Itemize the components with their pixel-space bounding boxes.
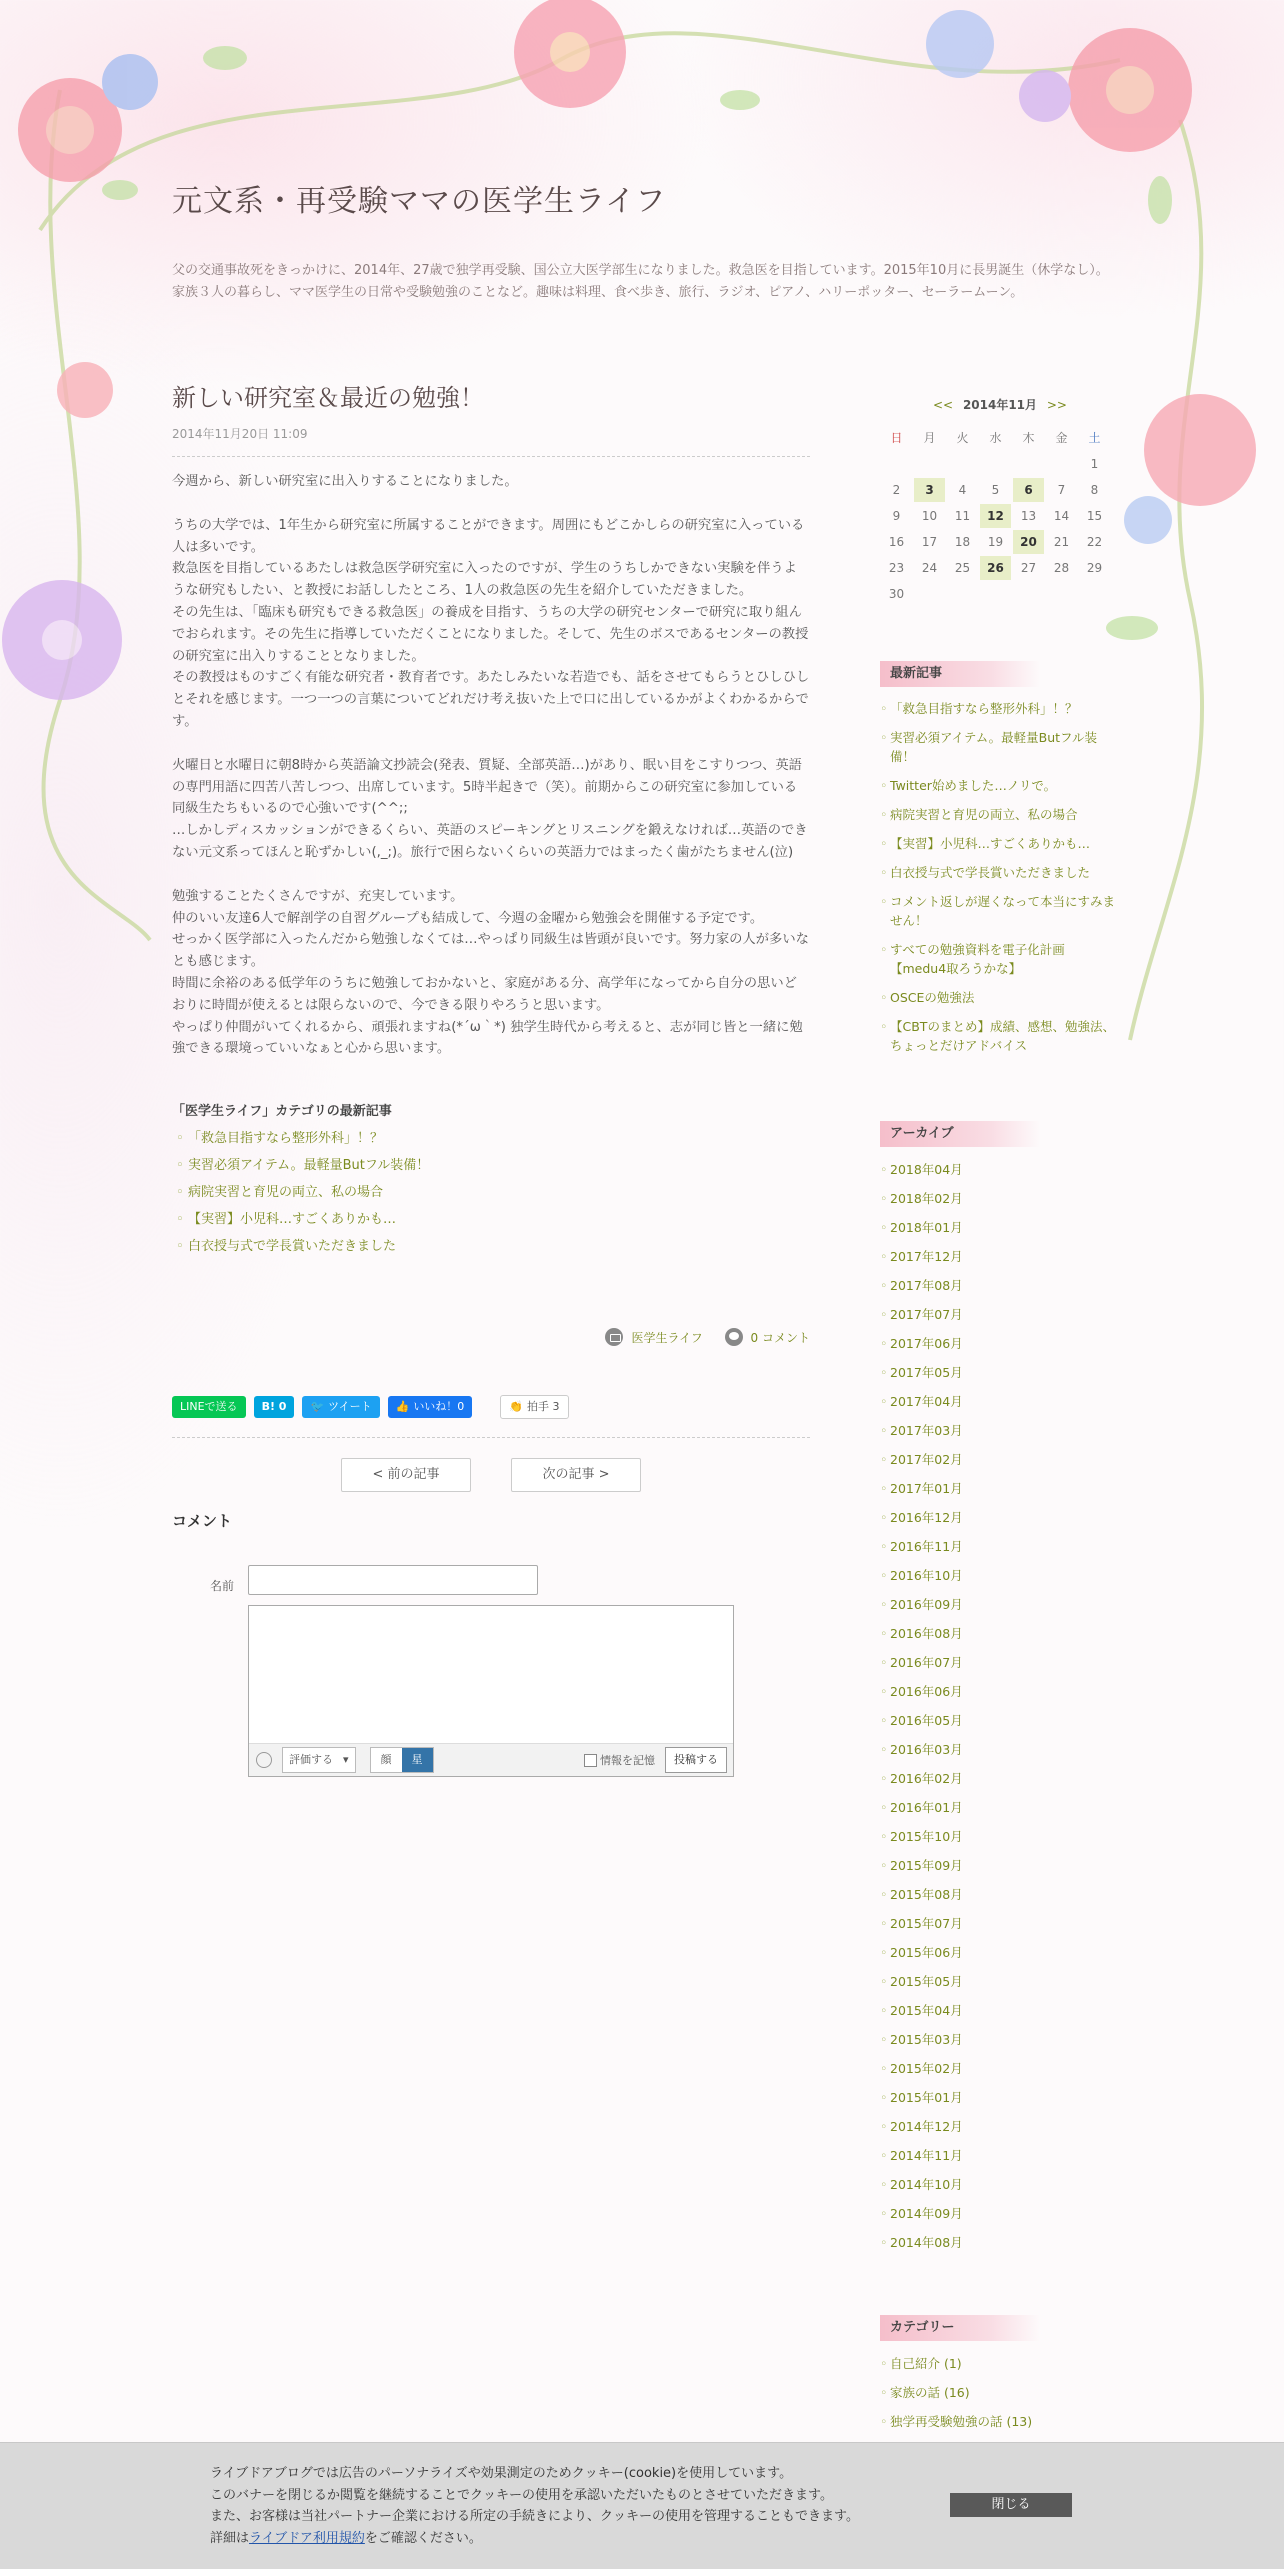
archive-item[interactable] xyxy=(880,1967,1120,1996)
archive-item-link[interactable]: 2016年09月 xyxy=(890,1597,963,1612)
twitter-bird-icon: 🐦 xyxy=(310,1400,325,1414)
category-item[interactable] xyxy=(880,2349,1120,2378)
recent-post-item[interactable] xyxy=(880,888,1120,936)
blog-header xyxy=(172,176,1112,304)
archive-item-link[interactable]: 2015年05月 xyxy=(890,1974,963,1989)
archive-list xyxy=(880,1155,1120,2257)
prev-article-button[interactable]: < 前の記事 xyxy=(341,1458,471,1492)
calendar-weekday: 月 xyxy=(923,431,936,445)
recent-posts-title: 最新記事 xyxy=(880,661,1040,687)
archive-item-link[interactable]: 2017年08月 xyxy=(890,1278,963,1293)
calendar-day: 8 xyxy=(1090,483,1099,497)
archive-item-link[interactable]: 2015年03月 xyxy=(890,2032,963,2047)
related-item-link[interactable]: 病院実習と育児の両立、私の場合 xyxy=(188,1185,384,1201)
cookie-banner xyxy=(0,2442,1284,2569)
archive-item[interactable] xyxy=(880,1822,1120,1851)
related-articles xyxy=(172,1100,810,1260)
recent-post-item-link[interactable]: 実習必須アイテム。最軽量Butフル装備！ xyxy=(890,730,1098,764)
article-date: 2014年11月20日 11:09 xyxy=(172,425,810,457)
calendar-weekday: 日 xyxy=(890,431,903,445)
archive-item-link[interactable]: 2015年07月 xyxy=(890,1916,963,1931)
hatena-bookmark-button[interactable]: B! 0 xyxy=(254,1396,295,1418)
calendar-day xyxy=(1079,582,1110,606)
recent-post-item-link[interactable]: コメント返しが遅くなって本当にすみません！ xyxy=(890,894,1116,928)
archive-item[interactable] xyxy=(880,1242,1120,1271)
checkbox-icon xyxy=(584,1754,597,1767)
calendar-day xyxy=(1046,452,1077,476)
cookie-line: また、お客様は当社パートナー企業における所定の手続きにより、クッキーの使用を管理することもできます。 xyxy=(210,2509,859,2524)
article-footer xyxy=(172,1328,810,1349)
clap-label: 拍手 3 xyxy=(527,1400,560,1414)
related-list xyxy=(172,1125,810,1260)
calendar-day: 23 xyxy=(888,561,905,575)
article-paragraph: 火曜日と水曜日に朝8時から英語論文抄読会(発表、質疑、全部英語…)があり、眠い目をこすりつつ、英語の専門用語に四苦八苦しつつ、出席しています。5時半起きで（笑）。前期からこの研究室に参加している同級生たちもいるので心強いです(^^;; …しかしディスカッションができるくらい、英語のスピーキングとリスニングを鍛えなければ…英語のできない元文系ってほんと恥ずかしい(,_;)。旅行で困らないくらいの英語力ではまったく歯がたちません(泣) xyxy=(172,757,808,860)
calendar-day: 28 xyxy=(1053,561,1070,575)
archive-item[interactable] xyxy=(880,1445,1120,1474)
related-item[interactable] xyxy=(172,1152,810,1179)
archive-item-link[interactable]: 2016年12月 xyxy=(890,1510,963,1525)
archive-item[interactable] xyxy=(880,1706,1120,1735)
cookie-line: このバナーを閉じるか閲覧を継続することでクッキーの使用を承認いただいたものとさせていただきます。 xyxy=(210,2487,833,2503)
calendar-week xyxy=(880,451,1120,477)
recent-post-item-link[interactable]: 病院実習と育児の両立、私の場合 xyxy=(890,807,1078,822)
recent-post-item[interactable] xyxy=(880,695,1120,724)
like-label: いいね！0 xyxy=(413,1400,465,1414)
archive-item-link[interactable]: 2017年06月 xyxy=(890,1336,963,1351)
cookie-close-button[interactable]: 閉じる xyxy=(950,2493,1072,2517)
article-paragraph: 勉強することたくさんですが、充実しています。 仲のいい友達6人で解剖学の自習グループも結成して、今週の金曜から勉強会を開催する予定です。 せっかく医学部に入ったんだから勉強しなくては…やっぱり同級生は皆頭が良いです。努力家の人が多いなとも感じます。 時間に余裕のある低学年のうちに勉強しておかないと、家庭がある分、高学年になってから自分の思いどおりに時間が使えるとは限らないので、今できる限りやろうと思います。 やっぱり仲間がいてくれるから、頑張れますね(*´ω｀*) 独学生時代から考えると、志が同じ皆と一緒に勉強できる環境っていいなぁと心から思います。 xyxy=(172,888,809,1057)
article-paragraph: 今週から、新しい研究室に出入りすることになりました。 xyxy=(172,474,518,489)
related-title: 「医学生ライフ」カテゴリの最新記事 xyxy=(172,1104,392,1120)
comment-toolbar xyxy=(249,1743,733,1776)
calendar-day: 24 xyxy=(921,561,938,575)
archive-item[interactable] xyxy=(880,2199,1120,2228)
archive-item-link[interactable]: 2015年04月 xyxy=(890,2003,963,2018)
archive-item-link[interactable]: 2016年06月 xyxy=(890,1684,963,1699)
name-label: 名前 xyxy=(210,1579,235,1594)
recent-post-item-link[interactable]: 白衣授与式で学長賞いただきました xyxy=(890,865,1091,880)
calendar-weekday: 金 xyxy=(1055,431,1068,445)
related-item[interactable] xyxy=(172,1206,810,1233)
calendar-day: 15 xyxy=(1086,509,1103,523)
archive-item[interactable] xyxy=(880,1909,1120,1938)
archive-item[interactable] xyxy=(880,1677,1120,1706)
calendar-day: 21 xyxy=(1053,535,1070,549)
archive-item[interactable] xyxy=(880,1474,1120,1503)
archive-item[interactable] xyxy=(880,1590,1120,1619)
rating-label: 評価する xyxy=(289,1753,333,1767)
calendar-weekday: 火 xyxy=(956,431,969,445)
calendar-header xyxy=(880,396,1120,413)
folder-icon xyxy=(605,1328,623,1346)
category-item-link[interactable]: 独学再受験勉強の話 (13) xyxy=(890,2414,1033,2429)
archive-item-link[interactable]: 2014年11月 xyxy=(890,2148,963,2163)
archive-item-link[interactable]: 2016年02月 xyxy=(890,1771,963,1786)
archive-item[interactable] xyxy=(880,2112,1120,2141)
category-item[interactable] xyxy=(880,2378,1120,2407)
thumbs-up-icon: 👍 xyxy=(395,1400,410,1414)
calendar-week xyxy=(880,477,1120,503)
comment-count-link[interactable]: 0 コメント xyxy=(750,1330,810,1345)
archive-item-link[interactable]: 2017年01月 xyxy=(890,1481,963,1496)
rating-select[interactable] xyxy=(282,1747,356,1773)
recent-post-item[interactable] xyxy=(880,936,1120,984)
calendar-week xyxy=(880,581,1120,607)
archive-item[interactable] xyxy=(880,2025,1120,2054)
clap-button[interactable] xyxy=(500,1395,568,1419)
recent-posts-list xyxy=(880,695,1120,1061)
recent-post-item[interactable] xyxy=(880,1013,1120,1061)
archive-item[interactable] xyxy=(880,1764,1120,1793)
submit-comment-button[interactable]: 投稿する xyxy=(665,1747,727,1773)
share-buttons xyxy=(172,1395,810,1438)
recent-post-item[interactable] xyxy=(880,984,1120,1013)
article-title[interactable]: 新しい研究室＆最近の勉強！ xyxy=(172,384,484,412)
related-item-link[interactable]: 白衣授与式で学長賞いただきました xyxy=(188,1239,397,1255)
related-item[interactable] xyxy=(172,1179,810,1206)
archive-item[interactable] xyxy=(880,1532,1120,1561)
archive-item-link[interactable]: 2015年02月 xyxy=(890,2061,963,2076)
archive-title: アーカイブ xyxy=(880,1121,1040,1147)
comment-box xyxy=(248,1605,734,1777)
star-toggle[interactable]: 星 xyxy=(402,1748,433,1772)
remember-label: 情報を記憶 xyxy=(600,1754,655,1768)
calendar-day: 13 xyxy=(1020,509,1037,523)
category-item-link[interactable]: 自己紹介 (1) xyxy=(890,2356,962,2371)
archive-item[interactable] xyxy=(880,1793,1120,1822)
recent-post-item[interactable] xyxy=(880,772,1120,801)
archive-item-link[interactable]: 2015年01月 xyxy=(890,2090,963,2105)
archive-item-link[interactable]: 2016年03月 xyxy=(890,1742,963,1757)
calendar-day: 22 xyxy=(1086,535,1103,549)
related-item[interactable] xyxy=(172,1233,810,1260)
related-item-link[interactable]: 「救急目指すなら整形外科」！？ xyxy=(188,1131,384,1147)
calendar-day xyxy=(947,582,978,606)
recent-post-item-link[interactable]: Twitter始めました…ノリで。 xyxy=(890,778,1057,793)
calendar-day: 18 xyxy=(954,535,971,549)
category-title: カテゴリー xyxy=(880,2315,1040,2341)
calendar xyxy=(880,396,1120,607)
comment-meta[interactable] xyxy=(725,1328,810,1346)
name-input[interactable] xyxy=(248,1565,538,1595)
comment-textarea[interactable] xyxy=(249,1606,733,1744)
recent-post-item-link[interactable]: 「救急目指すなら整形外科」！？ xyxy=(890,701,1078,716)
archive-item-link[interactable]: 2016年08月 xyxy=(890,1626,963,1641)
archive-item[interactable] xyxy=(880,1938,1120,1967)
calendar-month: 2014年11月 xyxy=(962,398,1038,412)
archive-item[interactable] xyxy=(880,2054,1120,2083)
rating-type-toggle xyxy=(370,1747,434,1773)
category-item-link[interactable]: 家族の話 (16) xyxy=(890,2385,970,2400)
archive-item-link[interactable]: 2015年10月 xyxy=(890,1829,963,1844)
archive-item-link[interactable]: 2014年12月 xyxy=(890,2119,963,2134)
archive-item-link[interactable]: 2018年02月 xyxy=(890,1191,963,1206)
recent-post-item[interactable] xyxy=(880,859,1120,888)
calendar-week xyxy=(880,503,1120,529)
archive-item[interactable] xyxy=(880,1851,1120,1880)
calendar-day: 4 xyxy=(958,483,967,497)
calendar-week xyxy=(880,529,1120,555)
archive-item-link[interactable]: 2018年01月 xyxy=(890,1220,963,1235)
archive-item-link[interactable]: 2014年10月 xyxy=(890,2177,963,2192)
calendar-day: 10 xyxy=(921,509,938,523)
archive-item[interactable] xyxy=(880,1155,1120,1184)
article-paragraph: うちの大学では、1年生から研究室に所属することができます。周囲にもどこかしらの研究室に入っている人は多いです。 救急医を目指しているあたしは救急医学研究室に入ったのですが、学生のうちしかできない実験を伴うような研究もしたい、と教授にお話ししたところ、1人の救急医の先生を紹介していただきました。 その先生は、「臨床も研究もできる救急医」の養成を目指す、うちの大学の研究センターで研究に取り組んでおられます。その先生に指導していただくことになりました。そして、先生のボスであるセンターの教授の研究室に出入りすることとなりました。 その教授はものすごく有能な研究者・教育者です。あたしみたいな若造でも、話をさせてもらうとひしひしとそれを感じます。一つ一つの言葉についてどれだけ考え抜いた上で口に出しているかがよくわかるからです。 xyxy=(172,517,810,729)
archive-item[interactable] xyxy=(880,1416,1120,1445)
recent-post-item-link[interactable]: 【CBTのまとめ】成績、感想、勉強法、ちょっとだけアドバイス xyxy=(890,1019,1115,1053)
archive-item[interactable] xyxy=(880,1271,1120,1300)
archive-item-link[interactable]: 2016年10月 xyxy=(890,1568,963,1583)
emoji-icon[interactable] xyxy=(256,1752,272,1768)
archive-item-link[interactable]: 2017年07月 xyxy=(890,1307,963,1322)
category-meta[interactable] xyxy=(605,1328,702,1346)
face-toggle[interactable]: 顔 xyxy=(371,1748,402,1772)
comments-title: コメント xyxy=(172,1512,233,1531)
recent-post-item[interactable] xyxy=(880,830,1120,859)
cookie-text xyxy=(210,2463,859,2549)
recent-post-item-link[interactable]: 【実習】小児科…すごくありかも… xyxy=(890,836,1091,851)
related-item[interactable] xyxy=(172,1125,810,1152)
terms-link[interactable]: ライブドア利用規約 xyxy=(249,2530,365,2546)
archive-item[interactable] xyxy=(880,1619,1120,1648)
remember-checkbox[interactable] xyxy=(584,1752,655,1768)
calendar-weekday: 木 xyxy=(1022,431,1035,445)
archive-item[interactable] xyxy=(880,1387,1120,1416)
next-article-button[interactable]: 次の記事 > xyxy=(511,1458,641,1492)
calendar-day: 25 xyxy=(954,561,971,575)
recent-post-item[interactable] xyxy=(880,801,1120,830)
calendar-day: 17 xyxy=(921,535,938,549)
archive-item[interactable] xyxy=(880,1184,1120,1213)
calendar-day: 16 xyxy=(888,535,905,549)
archive-item-link[interactable]: 2017年04月 xyxy=(890,1394,963,1409)
archive-item-link[interactable]: 2015年09月 xyxy=(890,1858,963,1873)
archive-item[interactable] xyxy=(880,2170,1120,2199)
calendar-weekdays xyxy=(880,425,1120,451)
tweet-label: ツイート xyxy=(328,1400,372,1414)
calendar-day xyxy=(947,452,978,476)
archive-item-link[interactable]: 2017年03月 xyxy=(890,1423,963,1438)
calendar-day: 29 xyxy=(1086,561,1103,575)
calendar-day xyxy=(980,582,1011,606)
calendar-day: 14 xyxy=(1053,509,1070,523)
archive-item[interactable] xyxy=(880,1358,1120,1387)
line-share-button[interactable]: LINEで送る xyxy=(172,1396,246,1418)
article-pager xyxy=(172,1458,810,1492)
archive-item[interactable] xyxy=(880,1996,1120,2025)
article xyxy=(172,378,810,1791)
calendar-day: 1 xyxy=(1090,457,1099,471)
archive-item[interactable] xyxy=(880,1880,1120,1909)
calendar-day: 19 xyxy=(987,535,1004,549)
recent-post-item-link[interactable]: すべての勉強資料を電子化計画【medu4取ろうかな】 xyxy=(890,942,1065,976)
archive-item-link[interactable]: 2018年04月 xyxy=(890,1162,963,1177)
calendar-day[interactable]: 6 xyxy=(1013,478,1044,502)
archive-item[interactable] xyxy=(880,1561,1120,1590)
calendar-weekday: 水 xyxy=(989,431,1002,445)
cookie-line: ライブドアブログでは広告のパーソナライズや効果測定のためクッキー(cookie)を使用しています。 xyxy=(210,2466,793,2481)
calendar-day xyxy=(1013,452,1044,476)
calendar-week xyxy=(880,555,1120,581)
blog-description: 父の交通事故死をきっかけに、2014年、27歳で独学再受験、国公立大医学部生になりました。救急医を目指しています。2015年10月に長男誕生（休学なし）。家族３人の暮らし、ママ医学生の日常や受験勉強のことなど。趣味は料理、食べ歩き、旅行、ラジオ、ピアノ、ハリーポッター、セーラームーン。 xyxy=(172,263,1109,300)
blog-title[interactable]: 元文系・再受験ママの医学生ライフ xyxy=(172,184,667,219)
archive-item[interactable] xyxy=(880,2083,1120,2112)
article-body xyxy=(172,471,810,1060)
calendar-day: 11 xyxy=(954,509,971,523)
calendar-day xyxy=(1013,582,1044,606)
recent-post-item-link[interactable]: OSCEの勉強法 xyxy=(890,990,975,1005)
calendar-weekday: 土 xyxy=(1088,431,1101,445)
archive-item[interactable] xyxy=(880,1213,1120,1242)
archive-item-link[interactable]: 2016年11月 xyxy=(890,1539,963,1554)
archive-item-link[interactable]: 2017年05月 xyxy=(890,1365,963,1380)
chevron-down-icon: ▾ xyxy=(343,1753,349,1767)
archive-item[interactable] xyxy=(880,1329,1120,1358)
archive-item[interactable] xyxy=(880,1648,1120,1677)
calendar-day: 5 xyxy=(991,483,1000,497)
archive-item[interactable] xyxy=(880,1735,1120,1764)
category-item[interactable] xyxy=(880,2407,1120,2436)
archive-item-link[interactable]: 2016年05月 xyxy=(890,1713,963,1728)
archive-item[interactable] xyxy=(880,2141,1120,2170)
archive-item[interactable] xyxy=(880,2228,1120,2257)
calendar-day xyxy=(1046,582,1077,606)
related-item-link[interactable]: 実習必須アイテム。最軽量Butフル装備！ xyxy=(188,1158,430,1174)
calendar-day[interactable]: 26 xyxy=(980,556,1011,580)
calendar-day xyxy=(914,582,945,606)
calendar-prev-link[interactable]: << xyxy=(933,398,954,412)
related-item-link[interactable]: 【実習】小児科…すごくありかも… xyxy=(188,1212,397,1228)
calendar-day: 7 xyxy=(1057,483,1066,497)
cookie-line xyxy=(210,2528,859,2550)
clap-icon: 👏 xyxy=(509,1400,524,1414)
calendar-day[interactable]: 20 xyxy=(1013,530,1044,554)
calendar-next-link[interactable]: >> xyxy=(1046,398,1067,412)
archive-item[interactable] xyxy=(880,1503,1120,1532)
recent-post-item[interactable] xyxy=(880,724,1120,772)
calendar-day[interactable]: 12 xyxy=(980,504,1011,528)
archive-item[interactable] xyxy=(880,1300,1120,1329)
archive-item-link[interactable]: 2017年12月 xyxy=(890,1249,963,1264)
tweet-button[interactable] xyxy=(302,1396,379,1418)
calendar-day: 2 xyxy=(892,483,901,497)
archive-item-link[interactable]: 2014年09月 xyxy=(890,2206,963,2221)
archive-item-link[interactable]: 2015年08月 xyxy=(890,1887,963,1902)
calendar-day xyxy=(980,452,1011,476)
calendar-day: 27 xyxy=(1020,561,1037,575)
sidebar xyxy=(880,396,1120,2465)
calendar-day xyxy=(914,452,945,476)
archive-item-link[interactable]: 2016年07月 xyxy=(890,1655,963,1670)
archive-item-link[interactable]: 2016年01月 xyxy=(890,1800,963,1815)
archive-item-link[interactable]: 2014年08月 xyxy=(890,2235,963,2250)
cookie-suffix: をご確認ください。 xyxy=(364,2530,482,2546)
archive-item-link[interactable]: 2015年06月 xyxy=(890,1945,963,1960)
comment-icon xyxy=(725,1328,743,1346)
facebook-like-button[interactable] xyxy=(388,1396,473,1418)
cookie-prefix: 詳細は xyxy=(210,2530,250,2546)
calendar-day xyxy=(881,452,912,476)
comment-form xyxy=(172,1531,810,1791)
category-link[interactable]: 医学生ライフ xyxy=(631,1330,703,1345)
calendar-day: 9 xyxy=(892,509,901,523)
calendar-day: 30 xyxy=(888,587,905,601)
calendar-day[interactable]: 3 xyxy=(914,478,945,502)
archive-item-link[interactable]: 2017年02月 xyxy=(890,1452,963,1467)
calendar-grid xyxy=(880,425,1120,607)
